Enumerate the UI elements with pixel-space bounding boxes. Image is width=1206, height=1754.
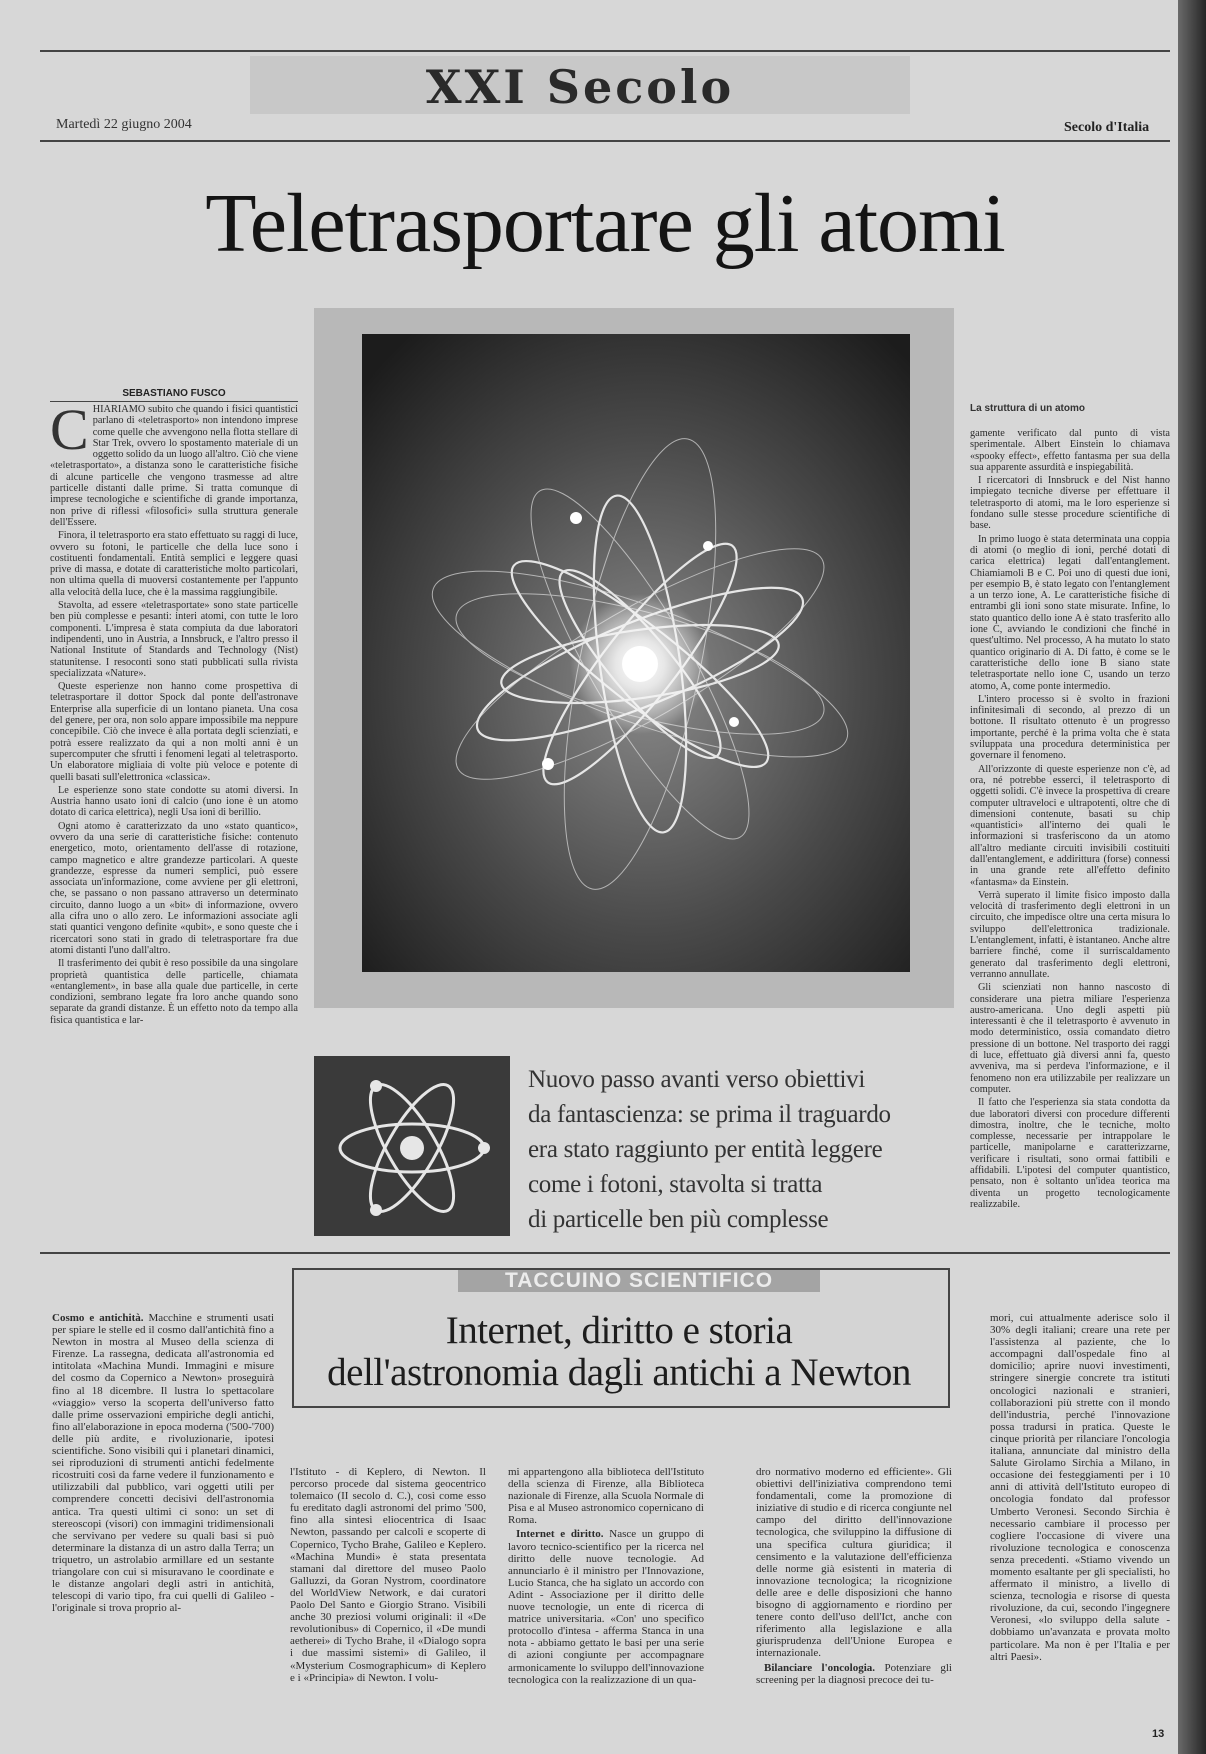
taccuino-column-1: [52, 1312, 274, 1738]
top-rule: [40, 50, 1170, 52]
paragraph: Gli scienziati non hanno nascosto di considerare una pietra miliare l'esperienza austro-americana. Uno degli aspetti più interessanti è che il teletrasporto è avvenuto in modo deterministico, ossia comandato dietro pressione di un bottone. Nel trasporto dei raggi di luce, effettuato già diversi anni fa, questo avveniva, ma si perdeva l'informazione, e il fenomeno non era utilizzabile per realizzare un computer.: [970, 982, 1170, 1095]
paragraph: Finora, il teletrasporto era stato effettuato su raggi di luce, ovvero su fotoni, le particelle che della luce sono i costituenti fondamentali. Entità semplici e leggere quasi prive di massa, e dotate di caratteristiche molto particolari, non ultima quella di muoversi costantemente per l'appunto alla velocità della luce, che è la massima raggiungibile.: [50, 530, 298, 598]
taccuino-title-line: Internet, diritto e storia: [445, 1309, 793, 1352]
newspaper-name: Secolo d'Italia: [1064, 120, 1150, 135]
paragraph: In primo luogo è stata determinata una coppia di atomi (o meglio di ioni, perché dotati di carica elettrica) legati dall'entanglement. Chiamiamoli B e C. Poi uno di questi due ioni, per esempio B, è stato legato con l'entanglement a un terzo ione, A. Le caratteristiche fisiche di entrambi gli ioni sono state misurate. Infine, lo stato quantico dello ione A è stato trasferito allo ione C, avviando le condizioni che finché in quest'ultimo. Nel processo, A ha mutato lo stato quantico originario di A. Di fatto, è come se le caratteristiche dello ione B siano state teletrasportate nello ione C, usando un terzo atomo, A, come ponte intermedio.: [970, 533, 1170, 692]
item-text: mi appartengono alla biblioteca dell'Istituto della scienza di Firenze, alla Biblioteca nazionale di Firenze, alla Scuola Normale di Pisa e al Museo astronomico copernicano di Roma.: [508, 1466, 704, 1527]
item-text: l'Istituto - di Keplero, di Newton. Il percorso procede dal sistema geocentrico tolemaico (II secolo d. C.), così come esso fu ereditato dagli astronomi del primo '500, fino alla sintesi eliocentrica di Isaac Newton, passando per calcoli e scoperte di Copernico, Tycho Brahe, Galileo e Keplero. «Machina Mundi» è stata presentata stamani dal direttore del museo Paolo Galluzzi, da Goran Nystrom, coordinatore del WorldView Network, e dai curatori Paolo Del Santo e Giorgio Strano. Visibili anche 30 preziosi volumi originali: il «De revolutionibus» di Copernico, il «De mundi aetherei» di Tycho Brahe, il «Dialogo sopra i due massimi sistemi» di Galileo, il «Mysterium Cosmographicum» di Keplero e i «Principia» di Newton. I volu-: [290, 1466, 486, 1684]
masthead-rule: [40, 140, 1170, 142]
byline: SEBASTIANO FUSCO: [122, 388, 226, 399]
paragraph: All'orizzonte di queste esperienze non c'è, ad ora, né potrebbe esserci, il teletrasporto di oggetti solidi. C'è invece la prospettiva di creare computer ultraveloci e ultrapotenti, oltre che di dimensioni contenute, basati su chip «quantistici» all'interno dei quali le informazioni si trasferiscono da un atomo all'altro mediante circuiti invisibili costituiti dall'entanglement, e addirittura (forse) connessi in una grande rete all'effetto definito «fantasma» da Einstein.: [970, 763, 1170, 888]
subhead-line: era stato raggiunto per entità leggere: [528, 1136, 883, 1163]
taccuino-column-2: [290, 1466, 486, 1738]
item-lead: Bilanciare l'oncologia.: [764, 1661, 876, 1674]
page-number: 13: [1152, 1728, 1165, 1740]
taccuino-column-3: [508, 1466, 704, 1738]
byline-rule: [50, 401, 298, 402]
item-lead: Internet e diritto.: [516, 1528, 604, 1541]
item-text: mori, cui attualmente aderisce solo il 30% degli italiani; creare una rete per l'assistenza al paziente, che lo accompagni dall'ospedale fino al domicilio; aprire nuovi investimenti, stringere sinergie concrete tra istituti oncologici nazionali e stranieri, collaborazioni più strette con il mondo dell'industria, perché l'innovazione possa tradursi in pratica. Queste le cinque priorità per rilanciare l'oncologia italiana, annunciate dal ministro della Salute Girolamo Sirchia a Milano, in occasione dei festeggiamenti per i 10 anni di attività dell'Istituto europeo di oncologia fondato dal professor Umberto Veronesi. Secondo Sirchia è necessario cambiare il processo per cogliere l'occasione di vivere una rivoluzione tecnologica e conoscenza senza precedenti. «Stiamo vivendo un momento esaltante per gli specialisti, ho affermato il ministro, a livello di scienza, tecnologia e risorse di questa rivoluzione, da cui, secondo l'ingegnere Veronesi, «lo sviluppo della salute - dobbiamo un'avanzata e provata molto particolare. Ma non è per l'Italia e per altri Paesi».: [990, 1312, 1170, 1663]
item-text: Nasce un gruppo di lavoro tecnico-scientifico per la ricerca nel diritto delle nuove tecnologie. Ad annunciarlo è il ministro per l'Innovazione, Lucio Stanca, che ha siglato un accordo con Adint - Associazione per il diritto delle nuove tecnologie, un ente di ricerca di matrice universitaria. «Con' uno specifico protocollo d'intesa - afferma Stanca in una nota - abbiamo gettato le basi per una serie di azioni congiunte per accompagnare armonicamente lo sviluppo dell'innovazione tecnologica con la realizzazione di un qua-: [508, 1528, 704, 1686]
paragraph: Il trasferimento dei qubit è reso possibile da una singolare proprietà quantistica delle particelle, chiamata «entanglement», in base alla quale due particelle, in certe condizioni, sembrano legate fra loro anche quando sono separate da grandi distanze. È un effetto noto da tempo alla fisica quantistica e lar-: [50, 958, 298, 1026]
drop-cap: C: [50, 404, 89, 462]
section-masthead: XXI Secolo: [425, 60, 735, 114]
paragraph: Queste esperienze non hanno come prospettiva di teletrasportare il dottor Spock dal ponte dell'astronave Enterprise alla superficie di un lontano pianeta. Una cosa del genere, per ora, non solo appare impossibile ma neppure concepibile. Ciò che invece è alla portata degli scienziati, e potrà essere realizzato da qui a non molti anni è un supercomputer che sfrutti i fenomeni legati al teletrasporto. Un elaboratore migliaia di volte più veloce e potente di quelli basati sull'elettronica «classica».: [50, 681, 298, 783]
subhead-line: Nuovo passo avanti verso obiettivi: [528, 1066, 865, 1093]
taccuino-column-5: [990, 1312, 1170, 1738]
atom-illustration: [362, 334, 910, 972]
atom-icon: [314, 1056, 510, 1236]
subhead-line: da fantascienza: se prima il traguardo: [528, 1101, 891, 1128]
taccuino-title: [292, 1310, 946, 1394]
paragraph: Il fatto che l'esperienza sia stata condotta da due laboratori diversi con procedure differenti dimostra, inoltre, che le tecniche, molto complesse, necessarie per intrappolare le particelle, manipolarne e caratterizzarne, verificare i risultati, sono ormai fattibili e affidabili. L'ipotesi del computer quantistico, pensato, non è soltanto un'idea teorica ma diventa un progetto tecnologicamente realizzabile.: [970, 1097, 1170, 1210]
article-column-left: [50, 404, 298, 1230]
paragraph: I ricercatori di Innsbruck e del Nist hanno impiegato tecniche diverse per effettuare il teletrasporto di atomi, ma le loro esperienze si fondano sulle stesse procedure scientifiche di base.: [970, 475, 1170, 532]
paragraph: Ogni atomo è caratterizzato da uno «stato quantico», ovvero da una serie di caratteristiche fisiche: contenuto energetico, moto, orientamento dell'asse di rotazione, campo magnetico e altre grandezze particolari. A queste grandezze, espresse da numeri semplici, può essere associata un'informazione, come avviene per gli elettroni, che, se passano o non passano attraverso un determinato circuito, danno luogo a un «bit» di informazione, ovvero alla cifra uno o allo zero. Le informazioni associate agli stati quantici vengono definite «qubit», e sono queste che i ricercatori sono stati in grado di teletrasportare fra due atomi distanti l'uno dall'altro.: [50, 820, 298, 956]
subhead-line: di particelle ben più complesse: [528, 1206, 829, 1233]
item-lead: Cosmo e antichità.: [52, 1312, 144, 1324]
item-text: dro normativo moderno ed efficiente». Gli obiettivi dell'iniziativa comprendono temi fondamentali, come la promozione di iniziative di studio e di ricerca congiunte nel campo del diritto dell'innovazione tecnologica, che sviluppino la diffusione di una specifica cultura giuridica; il censimento e la valutazione dell'efficienza delle norme già esistenti in materia di innovazione tecnologica; la ricognizione delle aree e delle disposizioni che hanno bisogno di aggiornamento e riordino per tenere conto dell'uso dell'Ict, anche con riferimento alla legislazione e alla giurisprudenza dell'Unione Europea e internazionale.: [756, 1466, 952, 1660]
item-text: Potenziare gli screening per la diagnosi precoce dei tu-: [756, 1661, 952, 1686]
paragraph: Verrà superato il limite fisico imposto dalla velocità di trasferimento degli elettroni in un circuito, che impedisce oltre una certa misura lo sviluppo dell'elettronica tradizionale. L'entanglement, infatti, è istantaneo. Anche altre barriere finché, come il surriscaldamento generato dal trasferimento degli elettroni, verranno annullate.: [970, 889, 1170, 980]
headline: Teletrasportare gli atomi: [205, 177, 1005, 270]
taccuino-column-4: [756, 1466, 952, 1738]
paragraph: L'intero processo si è svolto in frazioni infinitesimali di secondo, al prezzo di un bottone. Il risultato ottenuto è un progresso importante, perché è la prima volta che è stata sviluppata una procedura deterministica per governare il fenomeno.: [970, 693, 1170, 762]
taccuino-title-line: dell'astronomia dagli antichi a Newton: [327, 1351, 911, 1394]
article-subhead: [528, 1062, 958, 1237]
figure-caption: La struttura di un atomo: [970, 403, 1085, 414]
article-column-right: [970, 428, 1170, 1248]
issue-date: Martedì 22 giugno 2004: [56, 117, 192, 132]
subhead-line: come i fotoni, stavolta si tratta: [528, 1171, 823, 1198]
page-edge: [1178, 0, 1206, 1754]
paragraph: gamente verificato dal punto di vista sperimentale. Albert Einstein lo chiamava «spooky effect», effetto fantasma per sua della sua apparente assurdità e inspiegabilità.: [970, 428, 1170, 473]
taccuino-label: TACCUINO SCIENTIFICO: [504, 1269, 774, 1292]
section-divider: [40, 1252, 1170, 1254]
item-text: Macchine e strumenti usati per spiare le stelle ed il cosmo dall'antichità fino a Newton in mostra al Museo della scienza di Firenze. La rassegna, dedicata all'astronomia ed intitolata «Machina Mundi. Immagini e misure del cosmo da Copernico a Newton» proseguirà fino al 18 dicembre. Il lustra lo spettacolare «viaggio» verso la scoperta dell'universo fatto dalle prime osservazioni empiriche degli antichi, fino all'elaborazione in epoca moderna ('500-'700) delle più ardite, e rivoluzionarie, ipotesi scientifiche. Sono visibili qui i planetari dinamici, sei riproduzioni di strumenti antichi fedelmente ricostruiti così da farne vedere il funzionamento e utilizzabili dal pubblico, vari oggetti utili per comprendere concetti decisivi dell'astronomia antica. Tra questi ultimi ci sono: un set di stereoscopi (visori) con immagini tridimensionali che servivano per vedere su quali basi si può determinare la distanza di un astro dalla Terra; un triquetro, un astrolabio armillare ed un sestante triangolare con cui si misuravano le coordinate e le distanze angolari degli astri in antichità, telescopi di vario tipo, fra cui quelli di Galileo - l'originale si trova proprio al-: [52, 1312, 274, 1615]
paragraph: HIARIAMO subito che quando i fisici quantistici parlano di «teletrasporto» non intendono imprese come quelle che avvengono nella flotta stellare di Star Trek, ovvero lo spostamento materiale di un oggetto solido da un luogo all'altro. Ciò che viene «teletrasportato», a distanza sono le caratteristiche fisiche di alcune particelle che vengono trasmesse ad altre particelle distanti dalle prime. Si tratta comunque di imprese tecnologiche e scientifiche di grande importanza, non prive di riflessi «filosofici» sulla struttura generale dell'Essere.: [50, 404, 298, 528]
paragraph: Le esperienze sono state condotte su atomi diversi. In Austria hanno usato ioni di calcio (uno ione è un atomo dotato di carica elettrica), negli Usa ioni di berillio.: [50, 784, 298, 819]
paragraph: Stavolta, ad essere «teletrasportate» sono state particelle ben più complesse e pesanti: interi atomi, con tutte le loro componenti. L'impresa è stata compiuta da due laboratori indipendenti, uno in Austria, a Innsbruck, e l'altro presso il National Institute of Standards and Technology (Nist) statunitense. I resoconti sono stati pubblicati sulla rivista specializzata «Nature».: [50, 600, 298, 679]
